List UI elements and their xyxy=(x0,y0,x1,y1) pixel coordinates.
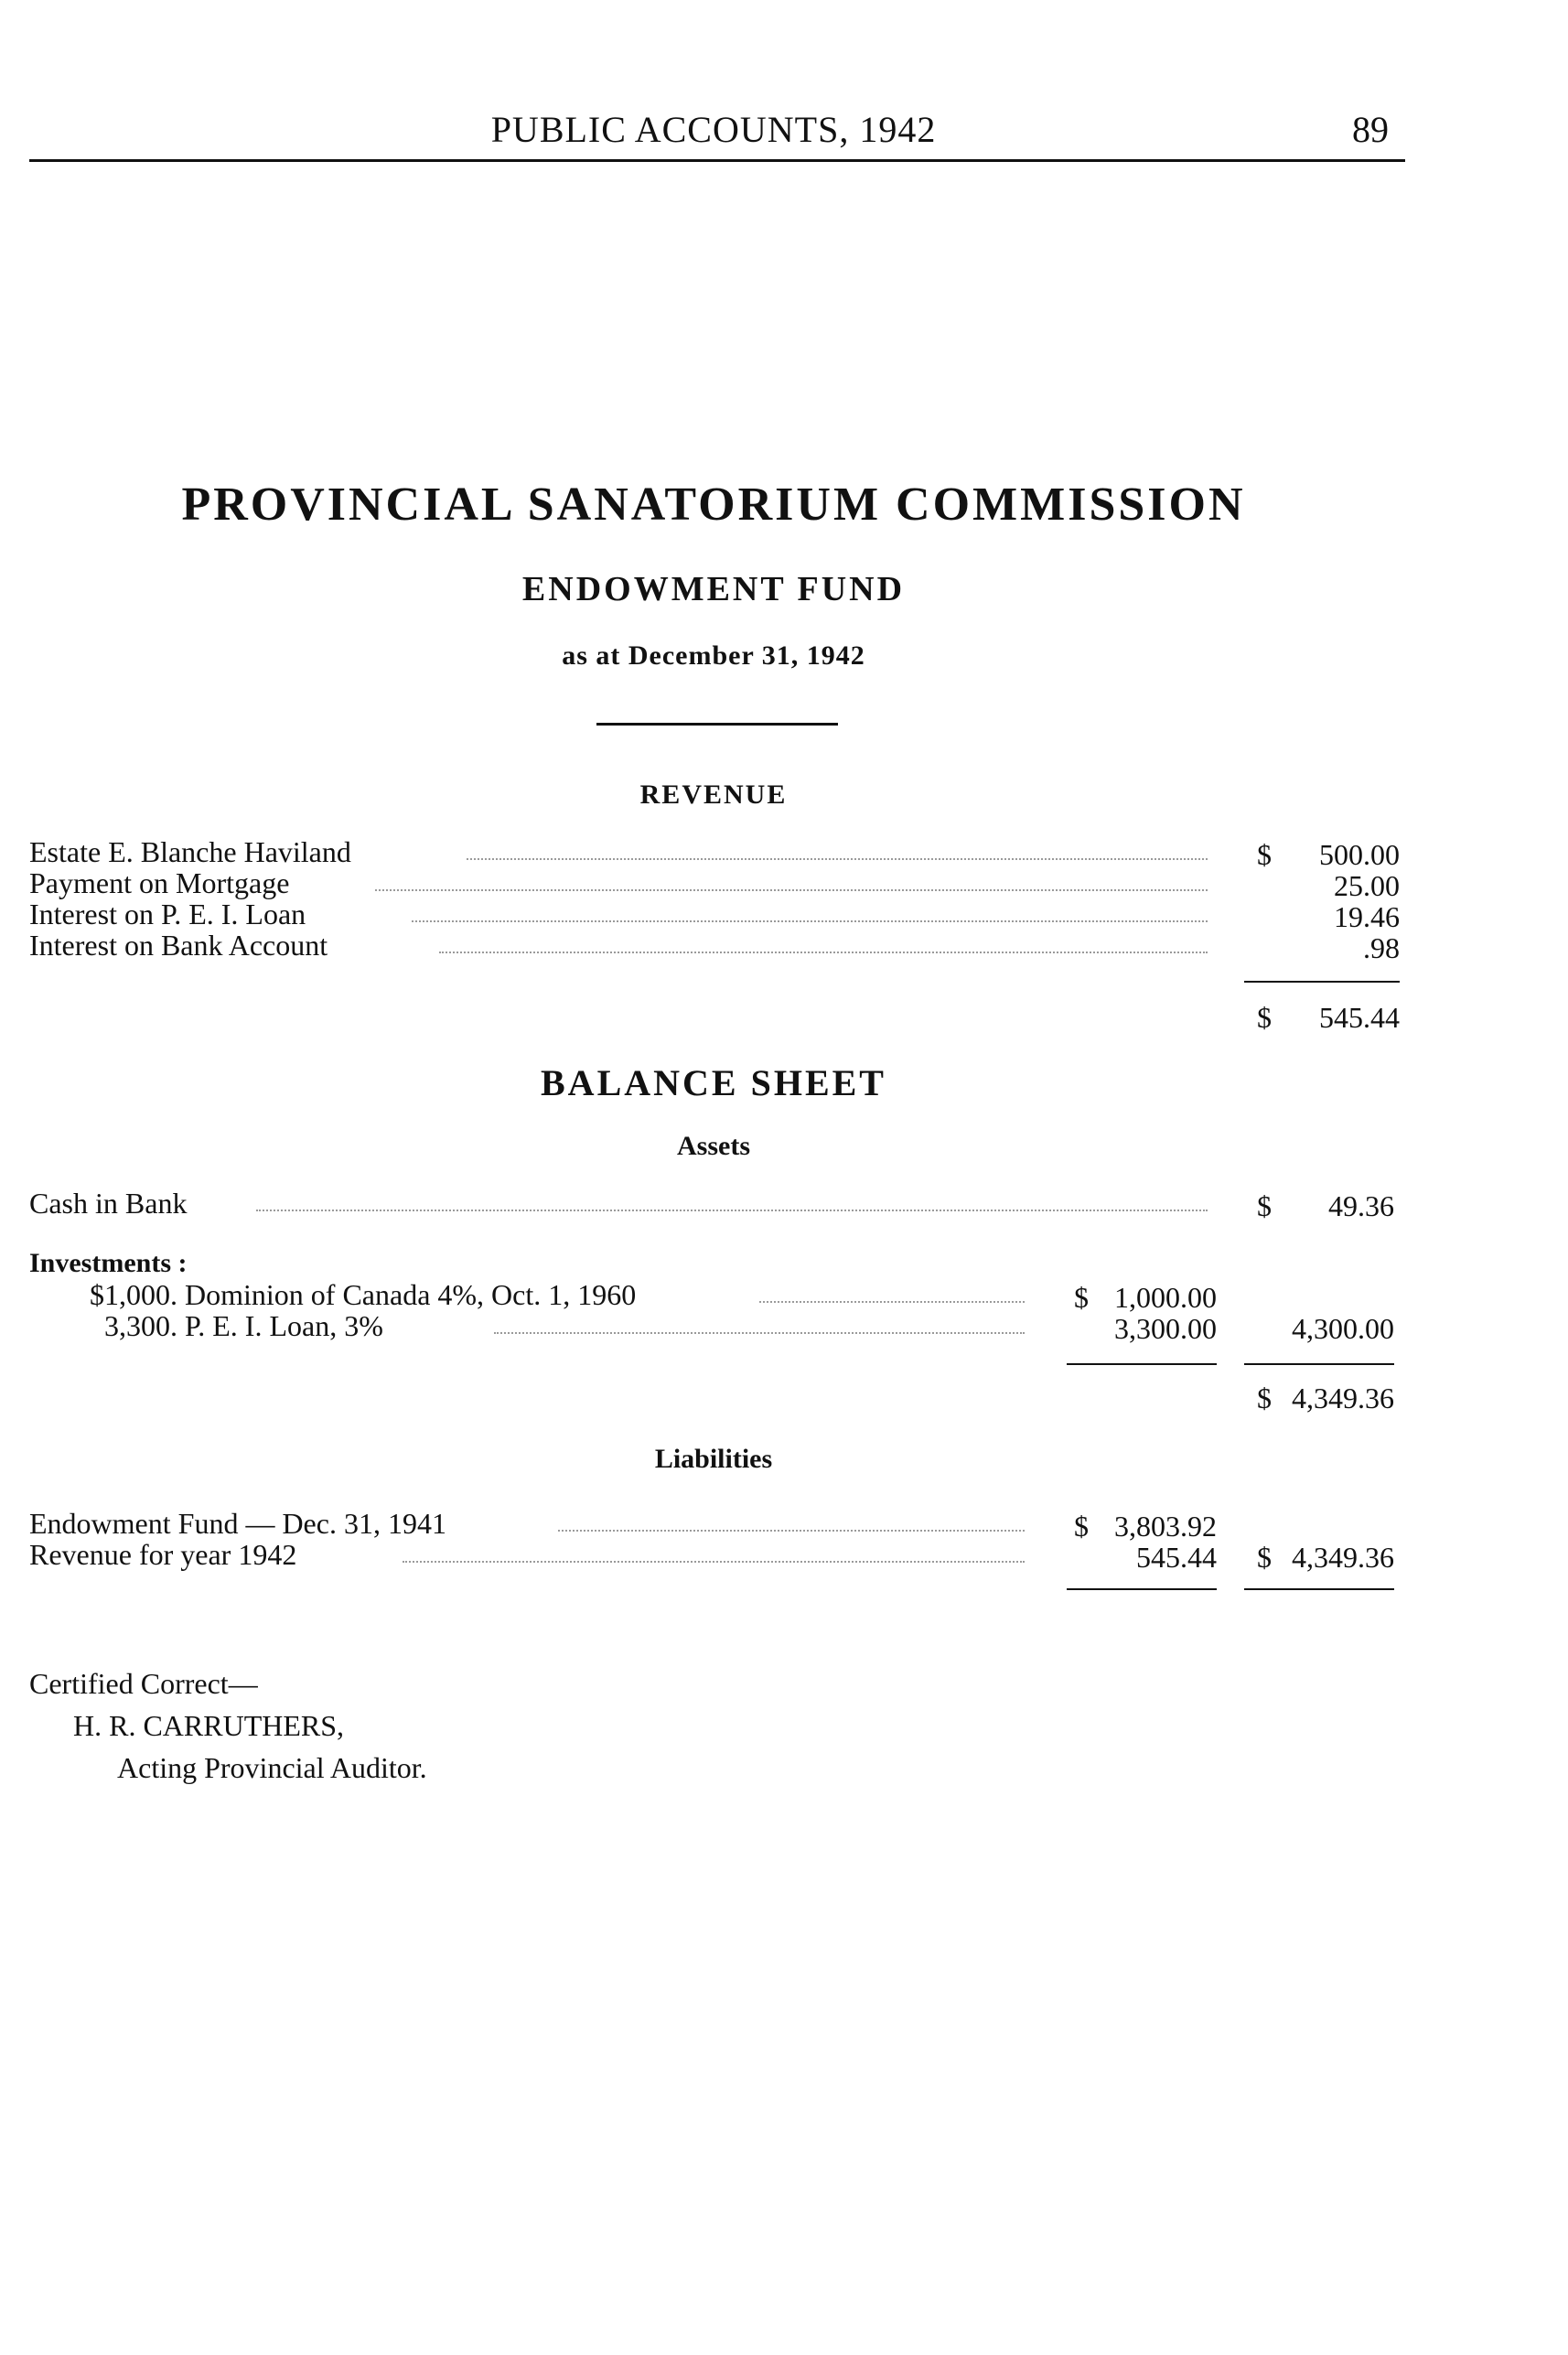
assets-heading: Assets xyxy=(677,1131,750,1161)
liability-amount: 3,803.92 xyxy=(1114,1510,1217,1543)
assets-total: 4,349.36 xyxy=(1292,1382,1394,1414)
revenue-heading: REVENUE xyxy=(639,780,788,810)
investments-total: 4,300.00 xyxy=(1292,1312,1394,1345)
dot-leader xyxy=(759,1301,1025,1303)
dot-leader xyxy=(439,952,1208,953)
liabilities-heading: Liabilities xyxy=(654,1444,773,1474)
revenue-row-amount: 500.00 xyxy=(1319,838,1400,871)
title-divider xyxy=(596,723,838,726)
liabilities-total: 4,349.36 xyxy=(1292,1541,1394,1574)
dot-leader xyxy=(467,858,1208,860)
currency-sign: $ xyxy=(1257,1382,1272,1414)
dot-leader xyxy=(558,1530,1025,1532)
currency-sign: $ xyxy=(1074,1281,1089,1314)
balance-sheet-heading: BALANCE SHEET xyxy=(541,1062,886,1103)
investment-amount: 3,300.00 xyxy=(1114,1312,1217,1345)
revenue-row-amount: 19.46 xyxy=(1334,900,1400,933)
currency-sign: $ xyxy=(1257,1541,1272,1574)
cash-amount: 49.36 xyxy=(1328,1189,1394,1222)
dot-leader xyxy=(494,1332,1025,1334)
auditor-name: H. R. CARRUTHERS, xyxy=(73,1709,345,1742)
page-number: 89 xyxy=(1352,109,1389,150)
revenue-row-amount: 25.00 xyxy=(1334,869,1400,902)
fund-title: ENDOWMENT FUND xyxy=(521,570,906,608)
currency-sign: $ xyxy=(1257,1189,1272,1222)
currency-sign: $ xyxy=(1074,1510,1089,1543)
revenue-row-label: Interest on Bank Account xyxy=(29,929,328,962)
liability-label: Revenue for year 1942 xyxy=(29,1538,297,1571)
revenue-row-label: Interest on P. E. I. Loan xyxy=(29,898,306,930)
dot-leader xyxy=(375,889,1208,891)
currency-sign: $ xyxy=(1257,1001,1272,1034)
total-rule xyxy=(1244,981,1400,983)
document-title: PROVINCIAL SANATORIUM COMMISSION xyxy=(181,479,1246,531)
closing-rule xyxy=(1067,1588,1217,1590)
liability-amount: 545.44 xyxy=(1136,1541,1217,1574)
investments-label: Investments : xyxy=(29,1248,188,1278)
investment-label: $1,000. Dominion of Canada 4%, Oct. 1, 1960 xyxy=(90,1278,637,1311)
auditor-title: Acting Provincial Auditor. xyxy=(117,1751,427,1784)
investment-amount: 1,000.00 xyxy=(1114,1281,1217,1314)
revenue-total: 545.44 xyxy=(1319,1001,1400,1034)
currency-sign: $ xyxy=(1257,838,1272,871)
running-title: PUBLIC ACCOUNTS, 1942 xyxy=(490,109,937,150)
cash-label: Cash in Bank xyxy=(29,1187,188,1220)
certified-correct: Certified Correct— xyxy=(29,1667,258,1700)
header-rule xyxy=(29,159,1405,162)
dot-leader xyxy=(256,1210,1208,1211)
revenue-row-label: Estate E. Blanche Haviland xyxy=(29,835,351,868)
dot-leader xyxy=(412,920,1208,922)
investment-label: 3,300. P. E. I. Loan, 3% xyxy=(104,1309,383,1342)
statement-date: as at December 31, 1942 xyxy=(562,640,865,671)
revenue-row-label: Payment on Mortgage xyxy=(29,866,290,899)
dot-leader xyxy=(403,1561,1025,1563)
closing-rule xyxy=(1244,1588,1394,1590)
total-rule xyxy=(1244,1363,1394,1365)
liability-label: Endowment Fund — Dec. 31, 1941 xyxy=(29,1507,446,1540)
revenue-row-amount: .98 xyxy=(1363,931,1400,964)
subtotal-rule xyxy=(1067,1363,1217,1365)
